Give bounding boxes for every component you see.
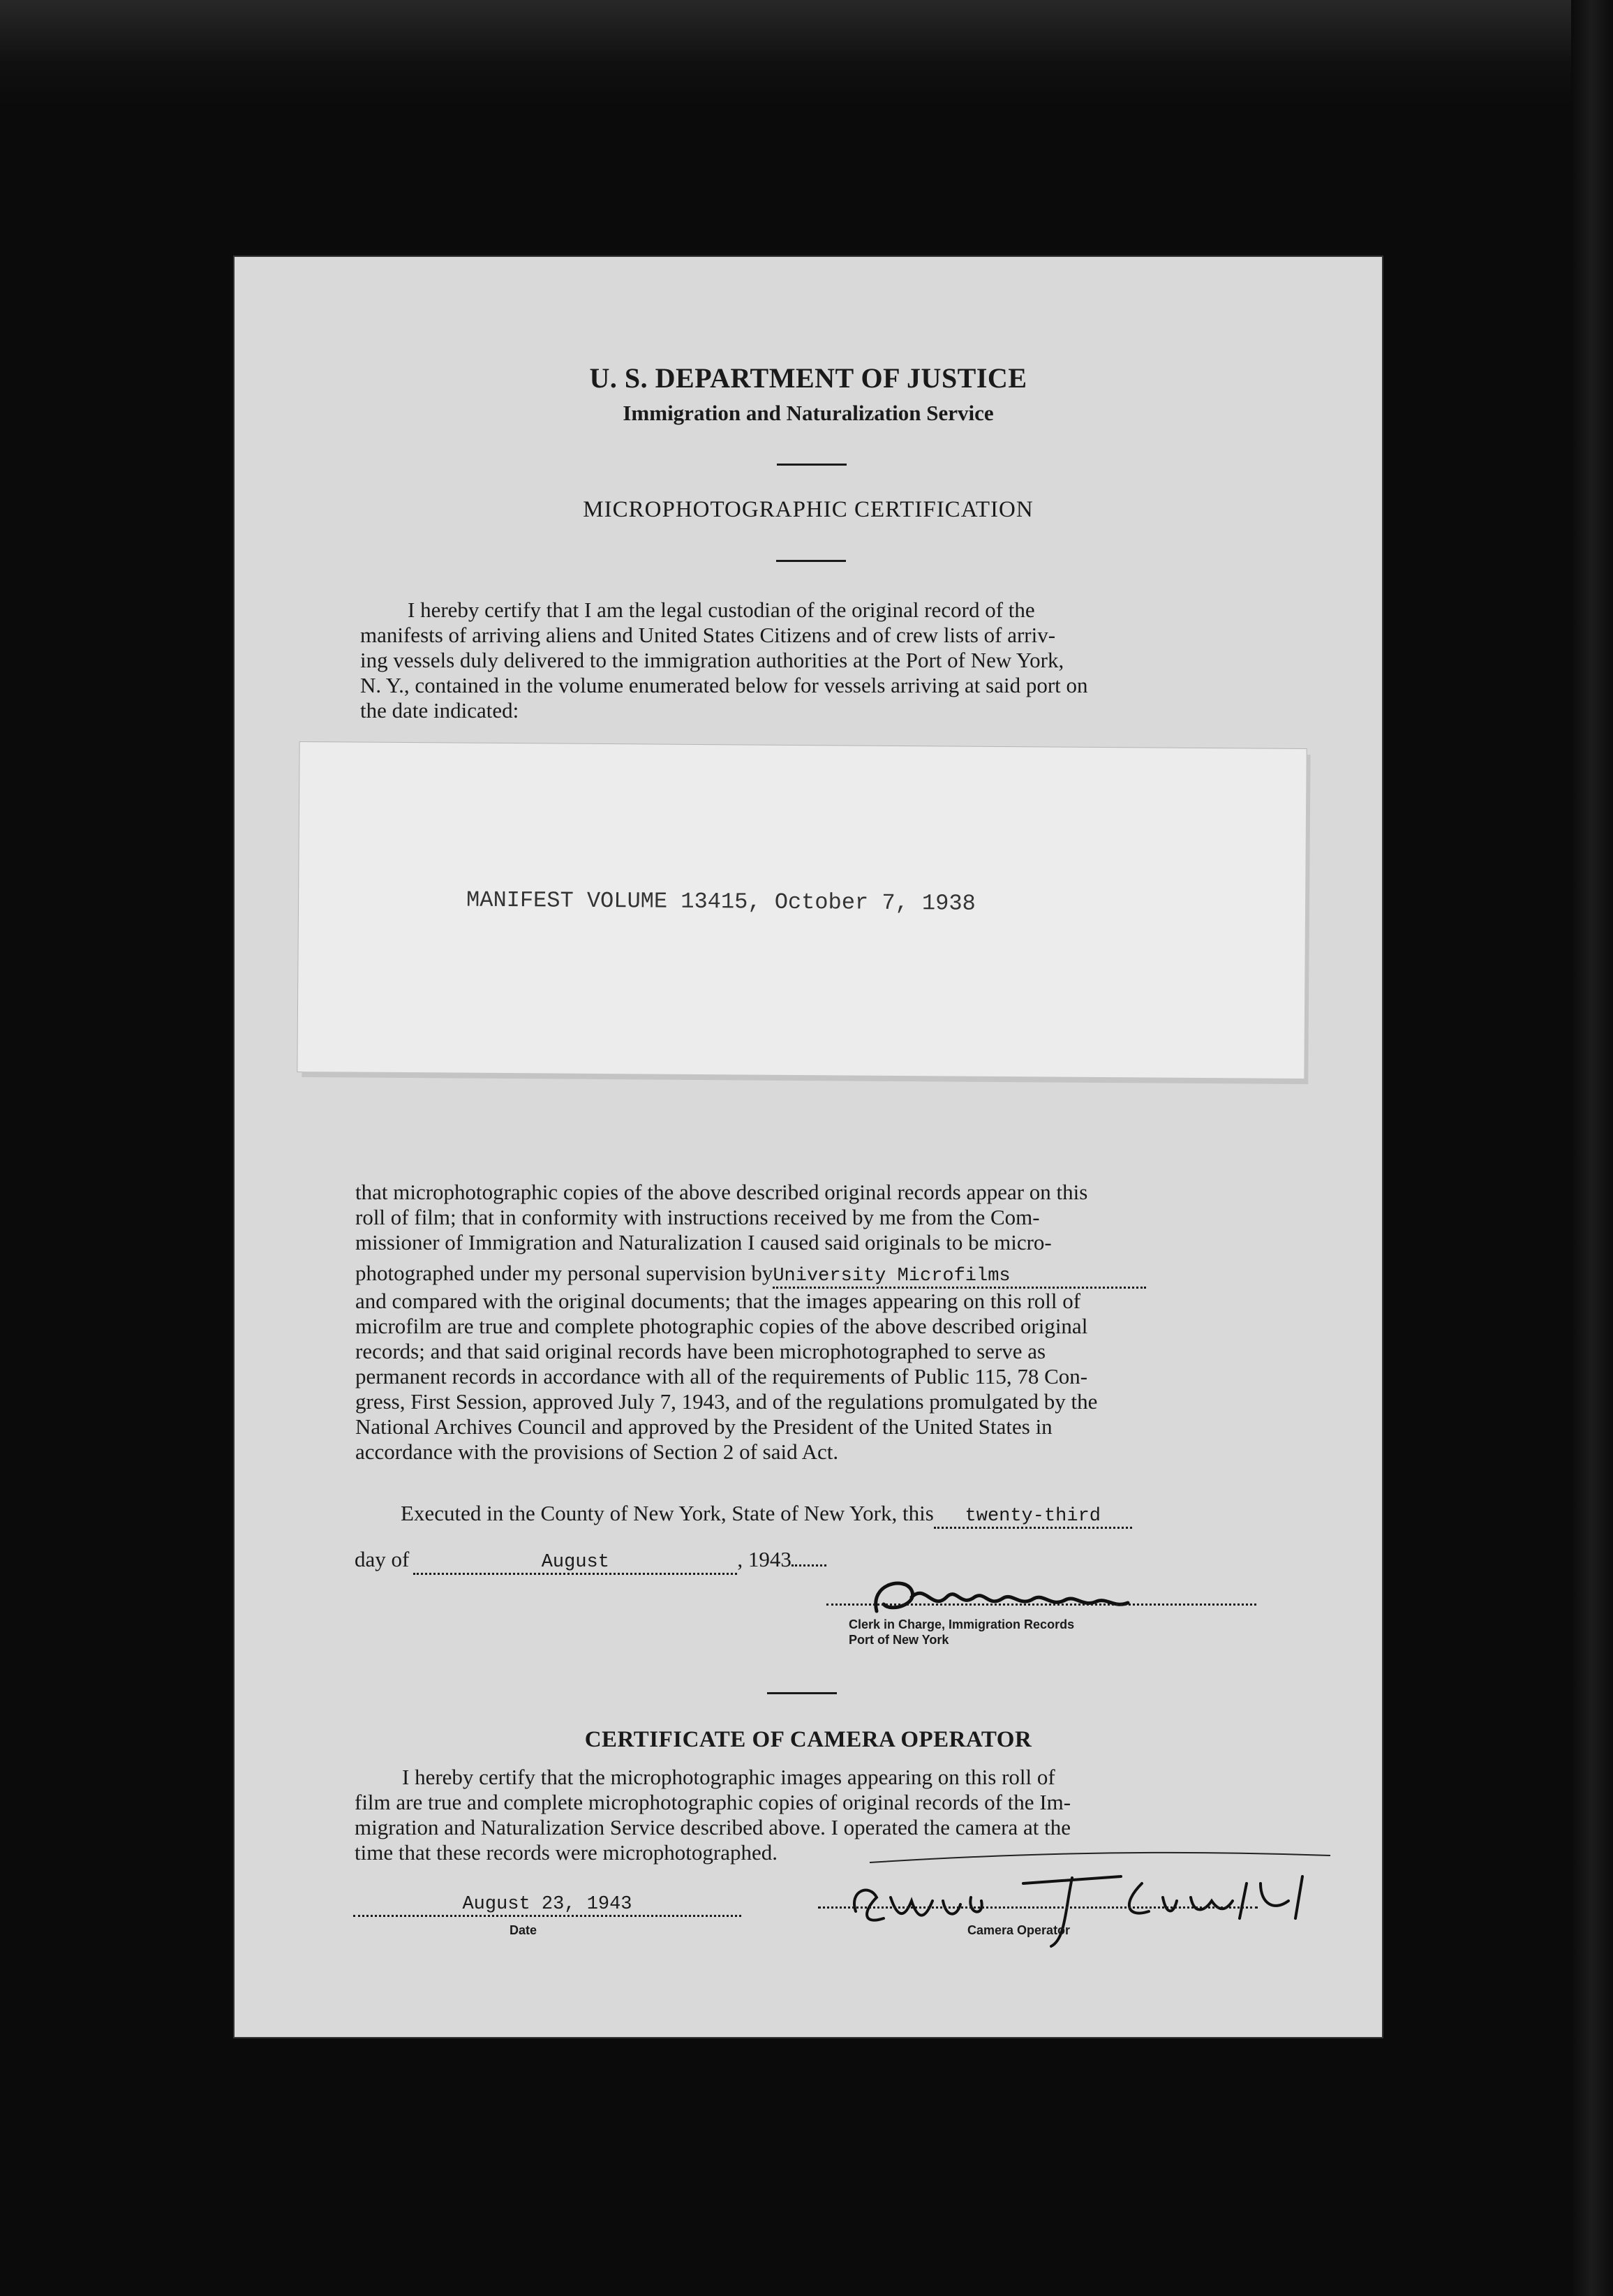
- service-subheading: Immigration and Naturalization Service: [623, 401, 994, 425]
- certification-title: MICROPHOTOGRAPHIC CERTIFICATION: [583, 497, 1034, 522]
- body-paragraph: [355, 1180, 1265, 1465]
- clerk-title: [849, 1617, 1074, 1647]
- body-line: missioner of Immigration and Naturalization I caused said originals to be micro-: [355, 1230, 1052, 1254]
- supervisor-field: [773, 1266, 1146, 1289]
- body-line: roll of film; that in conformity with instructions received by me from the Com-: [355, 1205, 1040, 1229]
- month-field: [413, 1552, 737, 1575]
- film-edge-top: [0, 0, 1613, 105]
- date-line: [355, 1547, 826, 1575]
- department-heading: U. S. DEPARTMENT OF JUSTICE: [589, 362, 1027, 394]
- intro-paragraph: [360, 598, 1263, 723]
- divider: [767, 1692, 837, 1694]
- clerk-signature-line: [826, 1599, 1256, 1606]
- camera-operator-heading: CERTIFICATE OF CAMERA OPERATOR: [584, 1727, 1032, 1752]
- executed-prefix: Executed in the County of New York, State of New York, this: [401, 1501, 934, 1525]
- clerk-title-line: Clerk in Charge, Immigration Records: [849, 1617, 1075, 1631]
- certificate-sheet: [235, 257, 1382, 2037]
- manifest-volume-text: MANIFEST VOLUME 13415, October 7, 1938: [466, 887, 976, 917]
- day-of-label: day of: [355, 1547, 410, 1571]
- body-line: accordance with the provisions of Section 2 of said Act.: [355, 1439, 839, 1464]
- body-line-prefix: photographed under my personal supervision by: [355, 1261, 773, 1285]
- day-value: twenty-third: [965, 1506, 1101, 1527]
- camera-date-field: [353, 1889, 741, 1917]
- body-line: National Archives Council and approved by the President of the United States in: [355, 1414, 1053, 1439]
- divider: [777, 464, 847, 466]
- day-field: [934, 1506, 1132, 1529]
- date-label: Date: [510, 1923, 537, 1937]
- supervisor-value: University Microfilms: [773, 1266, 1011, 1287]
- manifest-insert-slip: [297, 742, 1306, 1079]
- camera-line: film are true and complete microphotographic copies of original records of the Im-: [355, 1790, 1071, 1814]
- body-line: permanent records in accordance with all of the requirements of Public 115, 78 Con-: [355, 1364, 1088, 1388]
- body-line: and compared with the original documents; that the images appearing on this roll of: [355, 1289, 1081, 1313]
- clerk-location-line: Port of New York: [849, 1633, 949, 1647]
- intro-line: manifests of arriving aliens and United States Citizens and of crew lists of arriv-: [360, 623, 1056, 647]
- body-line: that microphotographic copies of the above described original records appear on this: [355, 1180, 1088, 1204]
- intro-line: the date indicated:: [360, 698, 519, 723]
- divider: [776, 560, 846, 562]
- camera-line: migration and Naturalization Service described above. I operated the camera at the: [355, 1815, 1071, 1839]
- executed-line: [401, 1501, 1132, 1529]
- camera-operator-label: Camera Operator: [967, 1923, 1071, 1937]
- body-line: microfilm are true and complete photographic copies of the above described original: [355, 1314, 1088, 1338]
- intro-line: N. Y., contained in the volume enumerated below for vessels arriving at said port on: [360, 673, 1088, 697]
- year-label: , 1943: [737, 1547, 791, 1571]
- camera-line: time that these records were microphotographed.: [355, 1840, 778, 1865]
- intro-line: I hereby certify that I am the legal custodian of the original record of the: [408, 598, 1035, 622]
- film-edge-right: [1571, 0, 1613, 2296]
- body-line: records; and that said original records have been microphotographed to serve as: [355, 1339, 1046, 1363]
- intro-line: ing vessels duly delivered to the immigration authorities at the Port of New York,: [360, 648, 1064, 672]
- month-value: August: [541, 1552, 609, 1573]
- camera-line: I hereby certify that the microphotographic images appearing on this roll of: [402, 1765, 1055, 1789]
- camera-date-value: August 23, 1943: [462, 1894, 632, 1915]
- camera-operator-signature-line: [818, 1902, 1258, 1909]
- body-line: gress, First Session, approved July 7, 1943, and of the regulations promulgated by the: [355, 1389, 1098, 1414]
